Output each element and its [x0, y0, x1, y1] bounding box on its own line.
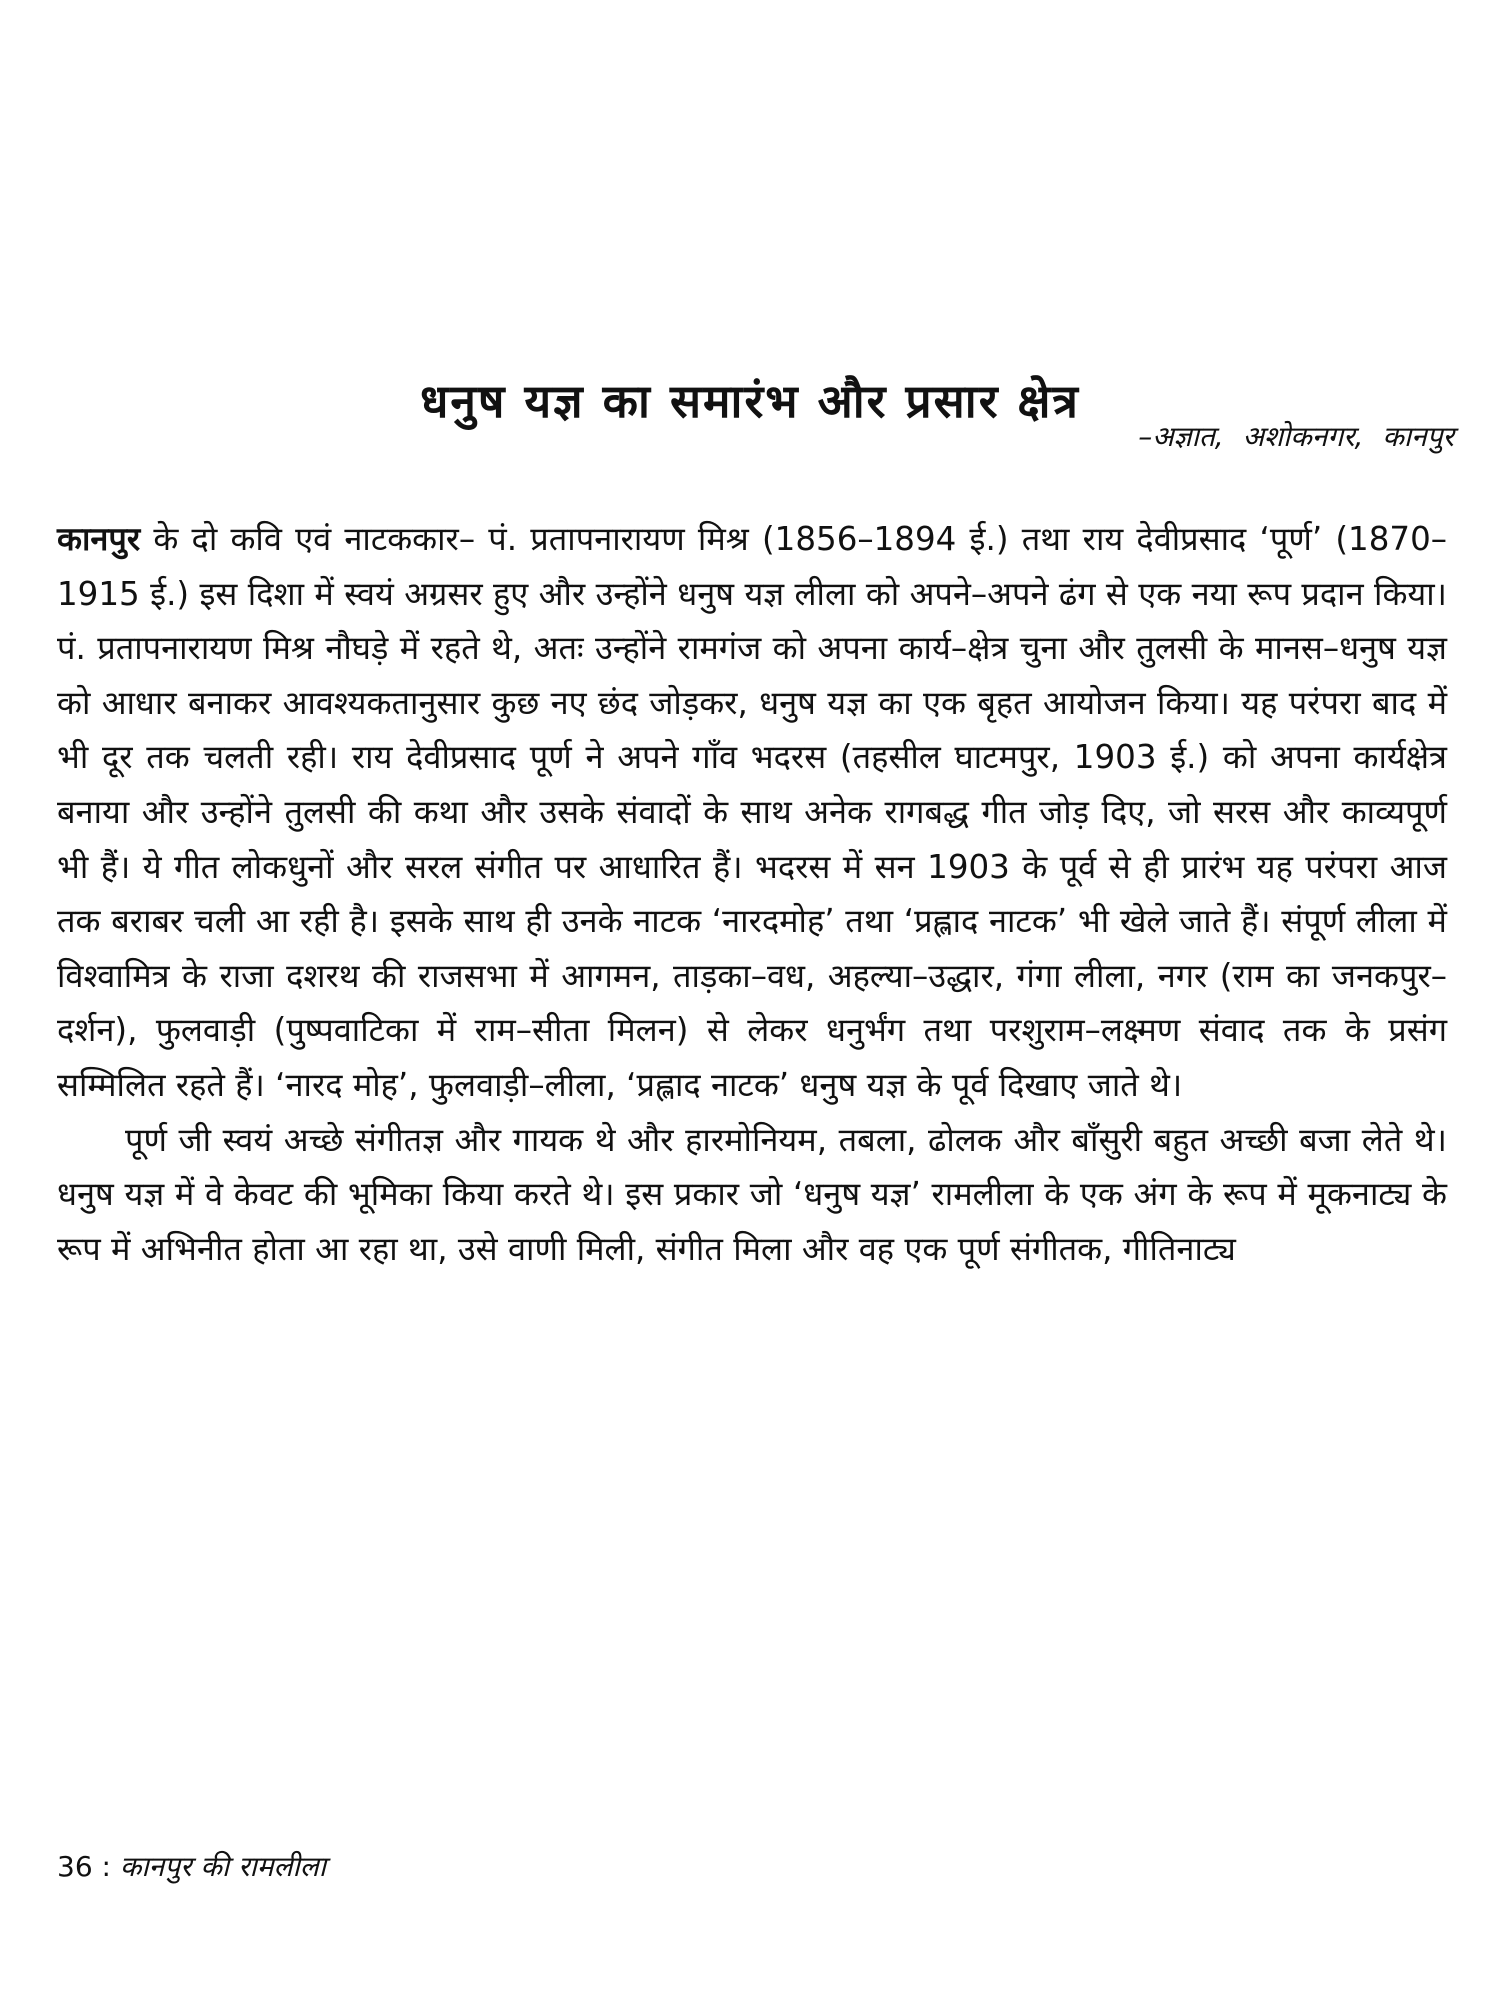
body-text [57, 512, 1447, 1276]
page-number: 36 : [57, 1850, 111, 1883]
paragraph-text: के दो कवि एवं नाटककार– पं. प्रतापनारायण मिश्र (1856–1894 ई.) तथा राय देवीप्रसाद ‘पूर्ण’ (1870–1915 ई.) इस दिशा में स्वयं अग्रसर हुए और उन्होंने धनुष यज्ञ लीला को अपने–अपने ढंग से एक नया रूप प्रदान किया। पं. प्रतापनारायण मिश्र नौघड़े में रहते थे, अतः उन्होंने रामगंज को अपना कार्य–क्षेत्र चुना और तुलसी के मानस–धनुष यज्ञ को आधार बनाकर आवश्यकतानुसार कुछ नए छंद जोड़कर, धनुष यज्ञ का एक बृहत आयोजन किया। यह परंपरा बाद में भी दूर तक चलती रही। राय देवीप्रसाद पूर्ण ने अपने गाँव भदरस (तहसील घाटमपुर, 1903 ई.) को अपना कार्यक्षेत्र बनाया और उन्होंने तुलसी की कथा और उसके संवादों के साथ अनेक रागबद्ध गीत जोड़ दिए, जो सरस और काव्यपूर्ण भी हैं। ये गीत लोकधुनों और सरल संगीत पर आधारित हैं। भदरस में सन 1903 के पूर्व से ही प्रारंभ यह परंपरा आज तक बराबर चली आ रही है। इसके साथ ही उनके नाटक ‘नारदमोह’ तथा ‘प्रह्लाद नाटक’ भी खेले जाते हैं। संपूर्ण लीला में विश्वामित्र के राजा दशरथ की राजसभा में आगमन, ताड़का–वध, अहल्या–उद्धार, गंगा लीला, नगर (राम का जनकपुर–दर्शन), फुलवाड़ी (पुष्पवाटिका में राम–सीता मिलन) से लेकर धनुर्भंग तथा परशुराम–लक्ष्मण संवाद तक के प्रसंग सम्मिलित रहते हैं। ‘नारद मोह’, फुलवाड़ी–लीला, ‘प्रह्लाद नाटक’ धनुष यज्ञ के पूर्व दिखाए जाते थे। [57, 520, 1447, 1104]
chapter-title: धनुष यज्ञ का समारंभ और प्रसार क्षेत्र [420, 373, 1080, 428]
paragraph-text: पूर्ण जी स्वयं अच्छे संगीतज्ञ और गायक थे और हारमोनियम, तबला, ढोलक और बाँसुरी बहुत अच्छी बजा लेते थे। धनुष यज्ञ में वे केवट की भूमिका किया करते थे। इस प्रकार जो ‘धनुष यज्ञ’ रामलीला के एक अंग के रूप में मूकनाट्य के रूप में अभिनीत होता आ रहा था, उसे वाणी मिली, संगीत मिला और वह एक पूर्ण संगीतक, गीतिनाट्य [57, 1120, 1447, 1268]
running-title: कानपुर की रामलीला [119, 1850, 327, 1883]
paragraph-1 [57, 512, 1447, 1113]
paragraph-lead-word: कानपुर [57, 520, 141, 558]
author-attribution: –अज्ञात, अशोकनगर, कानपुर [1138, 420, 1454, 453]
page-footer [57, 1845, 326, 1889]
paragraph-2 [57, 1113, 1447, 1277]
